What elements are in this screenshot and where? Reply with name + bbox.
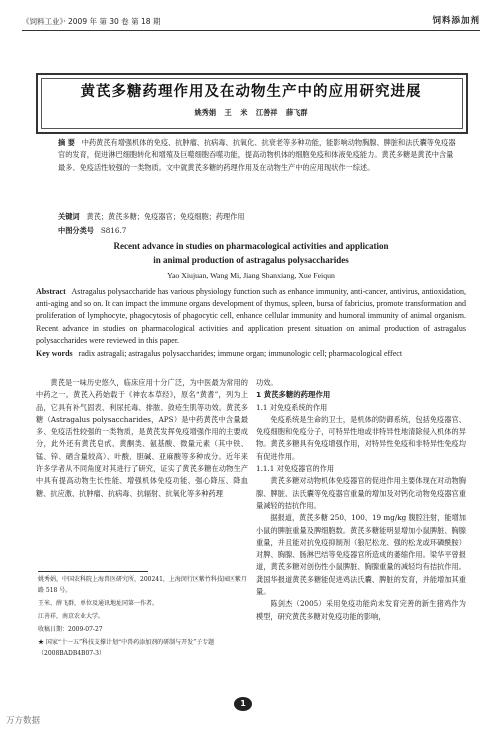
report-paragraph: 据报道，黄芪多糖 250、100、19 mg/kg 腹腔注射，能增加小鼠的脾脏重量及脾细胞数。黄芪多糖能明显增加小鼠脾脏、胸腺重量，并且能对抗免疫抑制剂（狼尼松龙、强的松龙或环磷酰胺）对脾、胸腺、肠淋巴结等免疫器官所造成的萎缩作用。梁华平曾报道，黄芪多糖对创伤性小鼠脾脏、胸腺重量的减轻均有拮抗作用。龚国华报道黄芪多糖能促进鸡法氏囊、脾脏的发育，并能增加其重量。 bbox=[256, 513, 466, 597]
authors-cn: 姚秀娟 王 米 江善祥 薛飞群 bbox=[194, 108, 308, 117]
keywords-cn bbox=[58, 211, 458, 223]
watermark: 万方数据 bbox=[6, 716, 41, 726]
clc-value: S816.7 bbox=[100, 226, 127, 235]
intro-paragraph: 黄芪是一味历史悠久，临床应用十分广泛，为中医最为常用的中药之一。黄芪入药始载于《神农本草经》，原名“黄耆”，列为上品，它具有补气固表、利尿托毒、排脓、敛疮生肌等功效。黄芪多糖（Astragalus polysaccharides，APS）是中药黄芪中含量最多、免疫活性较强的一类物质，是黄芪发挥免疫增强作用的主要成分，此外还有黄芪皂甙、黄酮类、氨基酸、微量元素（其中铁、锰、锌、硒含量较高）、叶酸、胆碱、亚麻酸等多种成分。近年来许多学者从不同角度对其进行了研究，证实了黄芪多糖在动物生产中具有提高动物生长性能、增强机体免疫功能、强心降压、降血糖、抗应激、抗肿瘤、抗病毒、抗辐射、抗氧化等多种药理 bbox=[36, 378, 248, 498]
footnote-funding: ★ 国家“十一五”科技支撑计划“中兽药添加剂的研制与开发”子专题（2008BADB4B07-3） bbox=[38, 639, 215, 657]
footnote-author-address: 姚秀娟，中国农科院上海兽医研究所，200241，上海闵行区紫竹科技园区紫月路 518 号。 bbox=[38, 576, 247, 594]
continued-text: 功效。 bbox=[256, 378, 278, 387]
section-label: 饲料添加剂 bbox=[432, 16, 480, 26]
immune-system-paragraph: 免疫系统是生命的卫士，是机体的防御系统，包括免疫器官、免疫细胞和免疫分子，可特异性地或非特异性地清除侵入机体的异物。黄芪多糖具有免疫增强作用，对特异性免疫和非特异性免疫均有促进作用。 bbox=[256, 414, 466, 461]
clc-label: 中图分类号 bbox=[58, 226, 94, 235]
title-cn: 黄芪多糖药理作用及在动物生产中的应用研究进展 bbox=[80, 84, 422, 100]
abstract-cn bbox=[58, 137, 458, 174]
section-1-1-1-heading: 1.1.1 对免疫器官的作用 bbox=[256, 464, 335, 474]
keywords-cn-label: 关键词 bbox=[58, 212, 80, 221]
footnote-received-date: 收稿日期：2009-07-27 bbox=[38, 626, 103, 633]
section-1-heading: 1 黄芪多糖的药理作用 bbox=[256, 390, 331, 400]
header-rule bbox=[22, 30, 480, 31]
immune-organ-paragraph: 黄芪多糖对动物机体免疫器官的促进作用主要体现在对动物胸腺、脾脏、法氏囊等免疫器官重量的增加及对钙化动物免疫器官重量减轻的拮抗作用。 bbox=[256, 476, 466, 510]
chen-paragraph: 陈剑杰（2005）采用免疫功能尚未发育完善的新生猪鸡作为模型，研究黄芪多糖对免疫功能的影响， bbox=[256, 599, 466, 621]
clc-number bbox=[58, 225, 458, 237]
body-right-column bbox=[256, 377, 466, 623]
abstract-cn-label: 摘 要 bbox=[58, 138, 75, 147]
page-number: 1 bbox=[234, 697, 252, 711]
footnote-jiang: 江善祥，南京农业大学。 bbox=[38, 613, 105, 620]
title-en-line1: Recent advance in studies on pharmacological activities and application bbox=[113, 241, 389, 251]
footnote-coauthors: 王米、薛飞群，单位及通讯地址同第一作者。 bbox=[38, 600, 159, 607]
abstract-en bbox=[36, 286, 466, 347]
title-en-line2: in animal production of astragalus polysaccharides bbox=[153, 255, 349, 265]
footnote-rule bbox=[38, 571, 148, 572]
keywords-en-text: radix astragali; astragalus polysaccharides; immune organ; immunologic cell; pharmacological effect bbox=[78, 349, 403, 358]
body-left-column bbox=[36, 377, 248, 500]
keywords-en bbox=[36, 348, 466, 360]
section-1-1-heading: 1.1 对免疫系统的作用 bbox=[256, 402, 328, 412]
abstract-en-label: Abstract bbox=[36, 287, 66, 296]
keywords-en-label: Key words bbox=[36, 349, 73, 358]
authors-en: Yao Xiujuan, Wang Mi, Jiang Shanxiang, Xue Feiqun bbox=[167, 271, 335, 280]
running-header bbox=[22, 14, 480, 28]
abstract-en-text: Astragalus polysaccharide has various physiology function such as enhance immunity, anti-cancer, antivirus, antioxidation, anti-aging and so on. It can impact the immune organs development of thymus, spleen, bursa of fabricius, promote transformation and proliferation of lymphocyte, phagocytosis of phagocytic cell, enhance cellular immunity and humoral immunity of animal organism. Recent advance in studies on pharmacological activities and application present situation on animal production of astragalus polysaccharides were reviewed in this paper. bbox=[36, 287, 466, 345]
journal-info: 《饲料工业》· 2009 年 第 30 卷 第 18 期 bbox=[22, 17, 161, 26]
keywords-cn-text: 黄芪；黄芪多糖；免疫器官；免疫细胞；药理作用 bbox=[86, 212, 245, 221]
abstract-cn-text: 中药黄芪有增强机体的免疫、抗肿瘤、抗病毒、抗氧化、抗衰老等多种功能，能影响动物胸腺、脾脏和法氏囊等免疫器官的发育，促进淋巴细胞转化和增殖及巨噬细胞吞噬功能，提高动物机体的细胞免疫和体液免疫能力。黄芪多糖是黄芪中含量最多、免疫活性较强的一类物质。文中就黄芪多糖的药理作用及在动物生产中的应用现状作一综述。 bbox=[58, 138, 456, 172]
